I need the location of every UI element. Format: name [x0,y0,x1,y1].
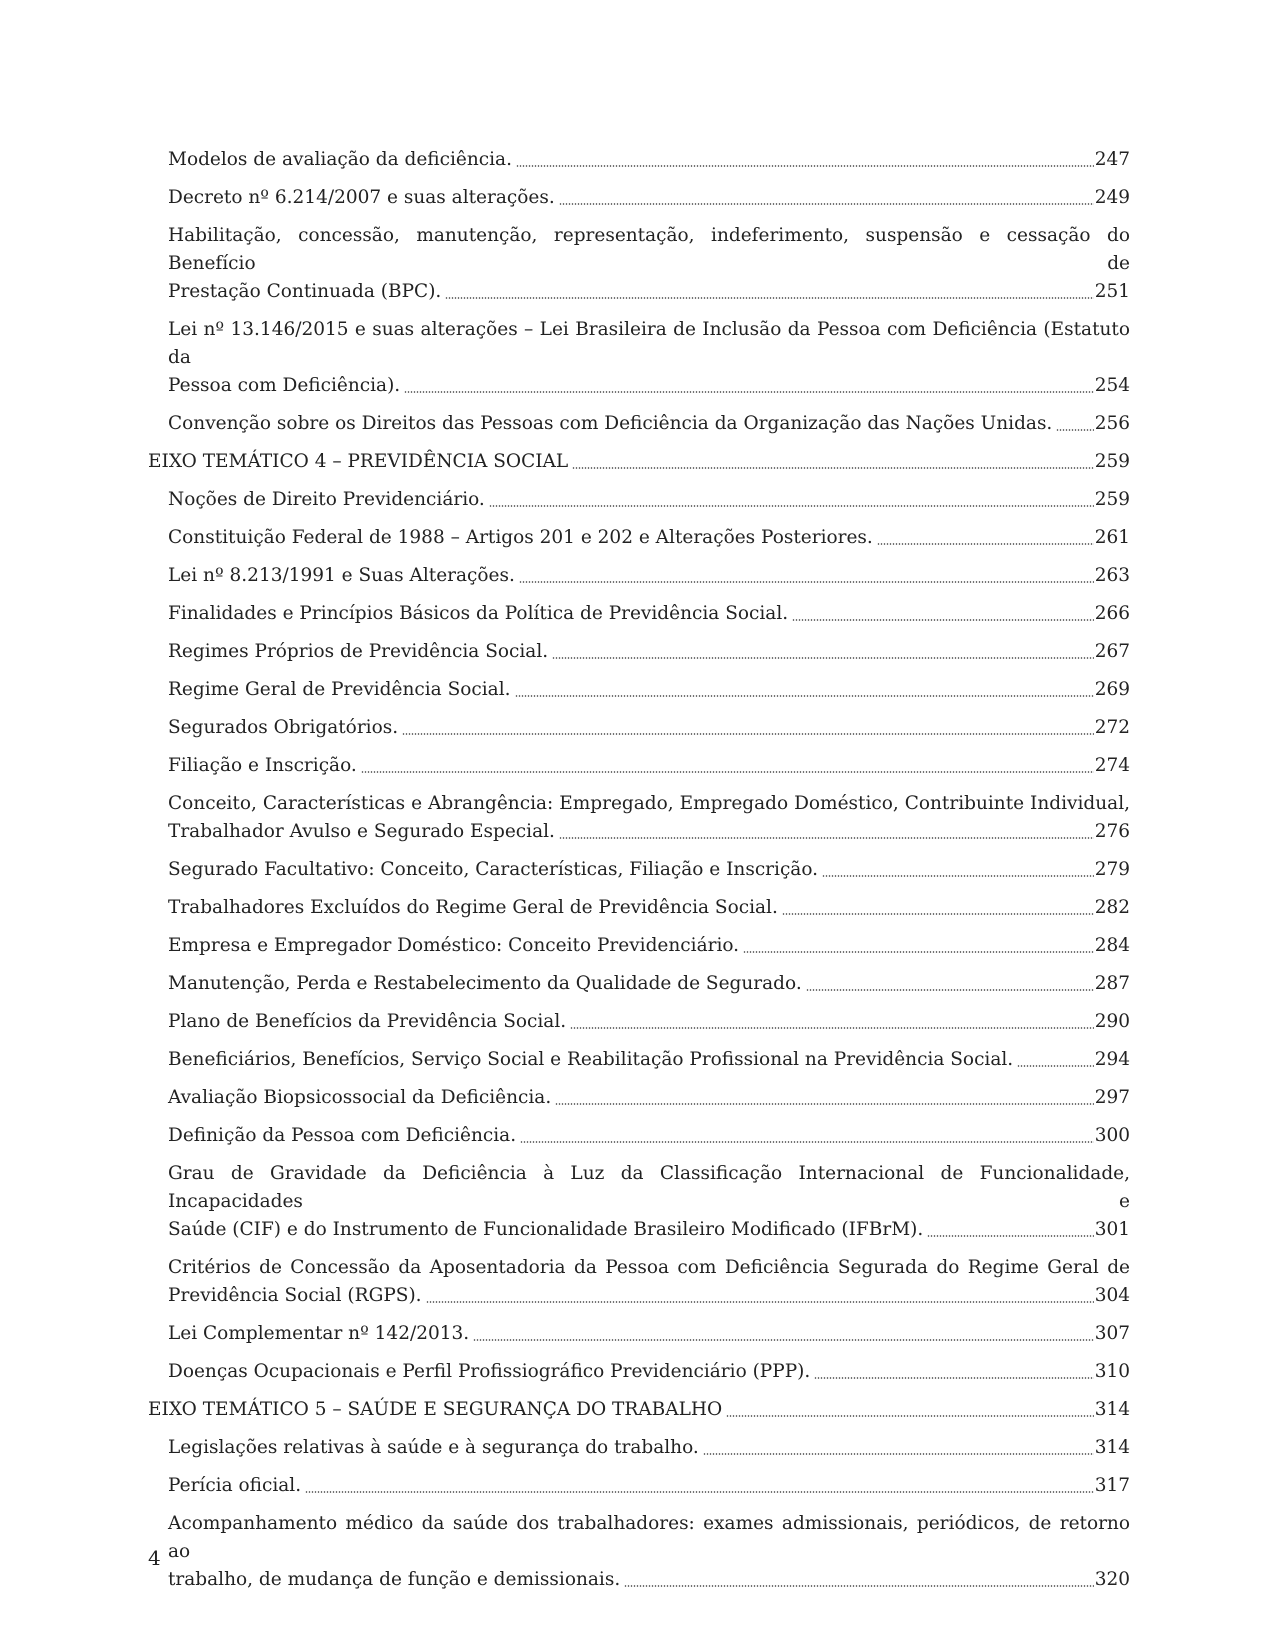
toc-leader-dots [624,1585,1093,1587]
toc-entry[interactable] [148,184,1130,212]
toc-entry-last-line [168,714,1130,742]
toc-entry-last-line [168,818,1130,846]
toc-entry-last-line [168,1472,1130,1500]
toc-entry-title: Regimes Próprios de Previdência Social. [168,641,549,662]
toc-entry-title: Segurados Obrigatórios. [168,717,399,738]
toc-page-number: 317 [1094,1475,1130,1496]
toc-leader-dots [516,165,1094,167]
toc-leader-dots [822,875,1094,877]
toc-entry-title: Perícia oficial. [168,1475,302,1496]
toc-entry-title: Saúde (CIF) e do Instrumento de Funcionalidade Brasileiro Modificado (IFBrM). [168,1219,924,1240]
toc-leader-dots [426,1301,1094,1303]
toc-entry[interactable] [148,1472,1130,1500]
toc-leader-dots [877,543,1094,545]
toc-entry-title: Regime Geral de Previdência Social. [168,679,511,700]
toc-page-number: 300 [1094,1125,1130,1146]
toc-entry[interactable] [148,1160,1130,1244]
toc-entry-title: Trabalhador Avulso e Segurado Especial. [168,821,555,842]
toc-page-number: 282 [1094,897,1130,918]
toc-page-number: 314 [1094,1437,1130,1458]
toc-page-number: 254 [1094,375,1130,396]
toc-entry-last-line [168,894,1130,922]
toc-page-number: 272 [1094,717,1130,738]
toc-leader-dots [743,951,1094,953]
table-of-contents [148,146,1130,1604]
toc-entry-last-line [168,752,1130,780]
toc-entry[interactable] [148,1510,1130,1594]
toc-entry[interactable] [148,714,1130,742]
toc-leader-dots [782,913,1094,915]
toc-entry-last-line [168,486,1130,514]
toc-entry-last-line [168,410,1130,438]
toc-page-number: 314 [1094,1399,1130,1420]
toc-leader-dots [559,837,1094,839]
toc-page-number: 284 [1094,935,1130,956]
toc-page-number: 297 [1094,1087,1130,1108]
toc-entry-title: Finalidades e Princípios Básicos da Política de Previdência Social. [168,603,789,624]
toc-entry[interactable] [148,486,1130,514]
toc-leader-dots [572,467,1093,469]
toc-leader-dots [792,619,1094,621]
toc-entry[interactable] [148,222,1130,306]
toc-entry-last-line [168,1282,1130,1310]
page-number: 4 [148,1546,161,1570]
toc-entry[interactable] [148,790,1130,846]
toc-entry[interactable] [148,1358,1130,1386]
toc-entry[interactable] [148,146,1130,174]
toc-leader-dots [927,1235,1093,1237]
toc-page-number: 279 [1094,859,1130,880]
toc-entry[interactable] [148,316,1130,400]
toc-page-number: 267 [1094,641,1130,662]
toc-entry[interactable] [148,1434,1130,1462]
toc-page-number: 304 [1094,1285,1130,1306]
toc-entry-title: Constituição Federal de 1988 – Artigos 201 e 202 e Alterações Posteriores. [168,527,873,548]
toc-entry-title: Beneficiários, Benefícios, Serviço Social e Reabilitação Profissional na Previdência Social. [168,1049,1014,1070]
toc-entry-last-line [168,1046,1130,1074]
toc-entry-title: Segurado Facultativo: Conceito, Características, Filiação e Inscrição. [168,859,819,880]
toc-page-number: 274 [1094,755,1130,776]
toc-leader-dots [489,505,1094,507]
toc-entry[interactable] [148,638,1130,666]
toc-page-number: 249 [1094,187,1130,208]
toc-entry-text-line: Grau de Gravidade da Deficiência à Luz da Classificação Internacional de Funcionalidade, Incapacidades e [168,1163,1130,1212]
toc-page-number: 290 [1094,1011,1130,1032]
toc-entry[interactable] [148,752,1130,780]
toc-page-number: 276 [1094,821,1130,842]
toc-entry-title: Trabalhadores Excluídos do Regime Geral de Previdência Social. [168,897,778,918]
toc-entry-title: Decreto nº 6.214/2007 e suas alterações. [168,187,555,208]
toc-entry[interactable] [148,1122,1130,1150]
toc-entry[interactable] [148,600,1130,628]
toc-page-number: 256 [1094,413,1130,434]
toc-entry-last-line [168,1358,1130,1386]
toc-entry-text-line: Lei nº 13.146/2015 e suas alterações – Lei Brasileira de Inclusão da Pessoa com Deficiência (Estatuto da [168,319,1130,368]
toc-entry-last-line [168,146,1130,174]
toc-entry-last-line [168,1320,1130,1348]
toc-entry-title: Avaliação Biopsicossocial da Deficiência. [168,1087,552,1108]
toc-page-number: 294 [1094,1049,1130,1070]
toc-entry-last-line [168,1008,1130,1036]
toc-page-number: 287 [1094,973,1130,994]
toc-entry-title: Filiação e Inscrição. [168,755,357,776]
toc-page-number: 307 [1094,1323,1130,1344]
toc-entry-title: Empresa e Empregador Doméstico: Conceito Previdenciário. [168,935,740,956]
toc-leader-dots [1056,429,1093,431]
toc-entry-title: Doenças Ocupacionais e Perfil Profissiográfico Previdenciário (PPP). [168,1361,811,1382]
toc-entry-last-line [168,1434,1130,1462]
toc-entry[interactable] [148,410,1130,438]
toc-entry[interactable] [148,676,1130,704]
toc-page-number: 266 [1094,603,1130,624]
toc-leader-dots [559,203,1094,205]
toc-entry[interactable] [148,524,1130,552]
toc-entry-text-line: Critérios de Concessão da Aposentadoria da Pessoa com Deficiência Segurada do Regime Geral de [168,1257,1130,1278]
toc-entry-last-line [168,676,1130,704]
toc-entry-title: Convenção sobre os Direitos das Pessoas com Deficiência da Organização das Nações Unidas. [168,413,1053,434]
toc-leader-dots [726,1415,1094,1417]
toc-entry-title: EIXO TEMÁTICO 4 – PREVIDÊNCIA SOCIAL [148,451,569,472]
toc-leader-dots [305,1491,1094,1493]
toc-entry-title: Lei nº 8.213/1991 e Suas Alterações. [168,565,515,586]
toc-entry-last-line [168,856,1130,884]
toc-entry-title: Definição da Pessoa com Deficiência. [168,1125,517,1146]
toc-entry[interactable] [148,1046,1130,1074]
toc-entry-title: Plano de Benefícios da Previdência Social. [168,1011,567,1032]
toc-entry-title: Modelos de avaliação da deficiência. [168,149,512,170]
toc-entry-text-line: Conceito, Características e Abrangência: Empregado, Empregado Doméstico, Contribuinte Individual, [168,793,1130,814]
toc-entry-last-line [168,1566,1130,1594]
toc-entry-last-line [168,932,1130,960]
toc-leader-dots [552,657,1094,659]
toc-entry[interactable] [148,856,1130,884]
toc-page-number: 310 [1094,1361,1130,1382]
toc-entry-title: Noções de Direito Previdenciário. [168,489,485,510]
toc-leader-dots [402,733,1094,735]
toc-entry-title: Prestação Continuada (BPC). [168,281,442,302]
toc-entry-last-line [148,448,1130,476]
toc-leader-dots [555,1103,1093,1105]
toc-entry[interactable] [148,1008,1130,1036]
toc-leader-dots [404,391,1093,393]
toc-entry-last-line [168,970,1130,998]
toc-leader-dots [520,1141,1094,1143]
toc-entry-last-line [168,638,1130,666]
toc-entry[interactable] [148,1320,1130,1348]
toc-entry-last-line [168,1084,1130,1112]
toc-leader-dots [703,1453,1094,1455]
toc-page-number: 301 [1094,1219,1130,1240]
toc-entry-last-line [148,1396,1130,1424]
toc-page-number: 259 [1094,451,1130,472]
toc-leader-dots [445,297,1093,299]
toc-section-heading[interactable] [148,1396,1130,1424]
toc-leader-dots [1017,1065,1094,1067]
toc-entry[interactable] [148,1254,1130,1310]
toc-entry-last-line [168,278,1130,306]
toc-entry-last-line [168,1122,1130,1150]
toc-entry-title: EIXO TEMÁTICO 5 – SAÚDE E SEGURANÇA DO TRABALHO [148,1399,723,1420]
toc-page-number: 259 [1094,489,1130,510]
toc-entry-last-line [168,524,1130,552]
toc-leader-dots [806,989,1094,991]
toc-entry-title: trabalho, de mudança de função e demissionais. [168,1569,621,1590]
toc-leader-dots [361,771,1094,773]
toc-entry[interactable] [148,1084,1130,1112]
toc-page-number: 269 [1094,679,1130,700]
toc-page-number: 261 [1094,527,1130,548]
toc-entry-last-line [168,600,1130,628]
toc-entry-title: Pessoa com Deficiência). [168,375,401,396]
toc-leader-dots [473,1339,1094,1341]
toc-entry-last-line [168,1216,1130,1244]
toc-entry-last-line [168,372,1130,400]
toc-entry[interactable] [148,970,1130,998]
toc-entry-title: Lei Complementar nº 142/2013. [168,1323,470,1344]
toc-page-number: 320 [1094,1569,1130,1590]
toc-entry-title: Legislações relativas à saúde e à segurança do trabalho. [168,1437,699,1458]
toc-leader-dots [814,1377,1093,1379]
toc-entry[interactable] [148,932,1130,960]
toc-leader-dots [570,1027,1094,1029]
toc-entry[interactable] [148,894,1130,922]
toc-entry-text-line: Acompanhamento médico da saúde dos trabalhadores: exames admissionais, periódicos, de retorno ao [168,1513,1130,1562]
toc-page-number: 251 [1094,281,1130,302]
toc-entry-text-line: Habilitação, concessão, manutenção, representação, indeferimento, suspensão e cessação do Benefício de [168,225,1130,274]
toc-entry-title: Manutenção, Perda e Restabelecimento da Qualidade de Segurado. [168,973,802,994]
toc-leader-dots [519,581,1094,583]
toc-leader-dots [515,695,1094,697]
toc-entry[interactable] [148,562,1130,590]
toc-page-number: 247 [1094,149,1130,170]
toc-section-heading[interactable] [148,448,1130,476]
toc-entry-title: Previdência Social (RGPS). [168,1285,422,1306]
toc-entry-last-line [168,562,1130,590]
toc-page-number: 263 [1094,565,1130,586]
toc-entry-last-line [168,184,1130,212]
